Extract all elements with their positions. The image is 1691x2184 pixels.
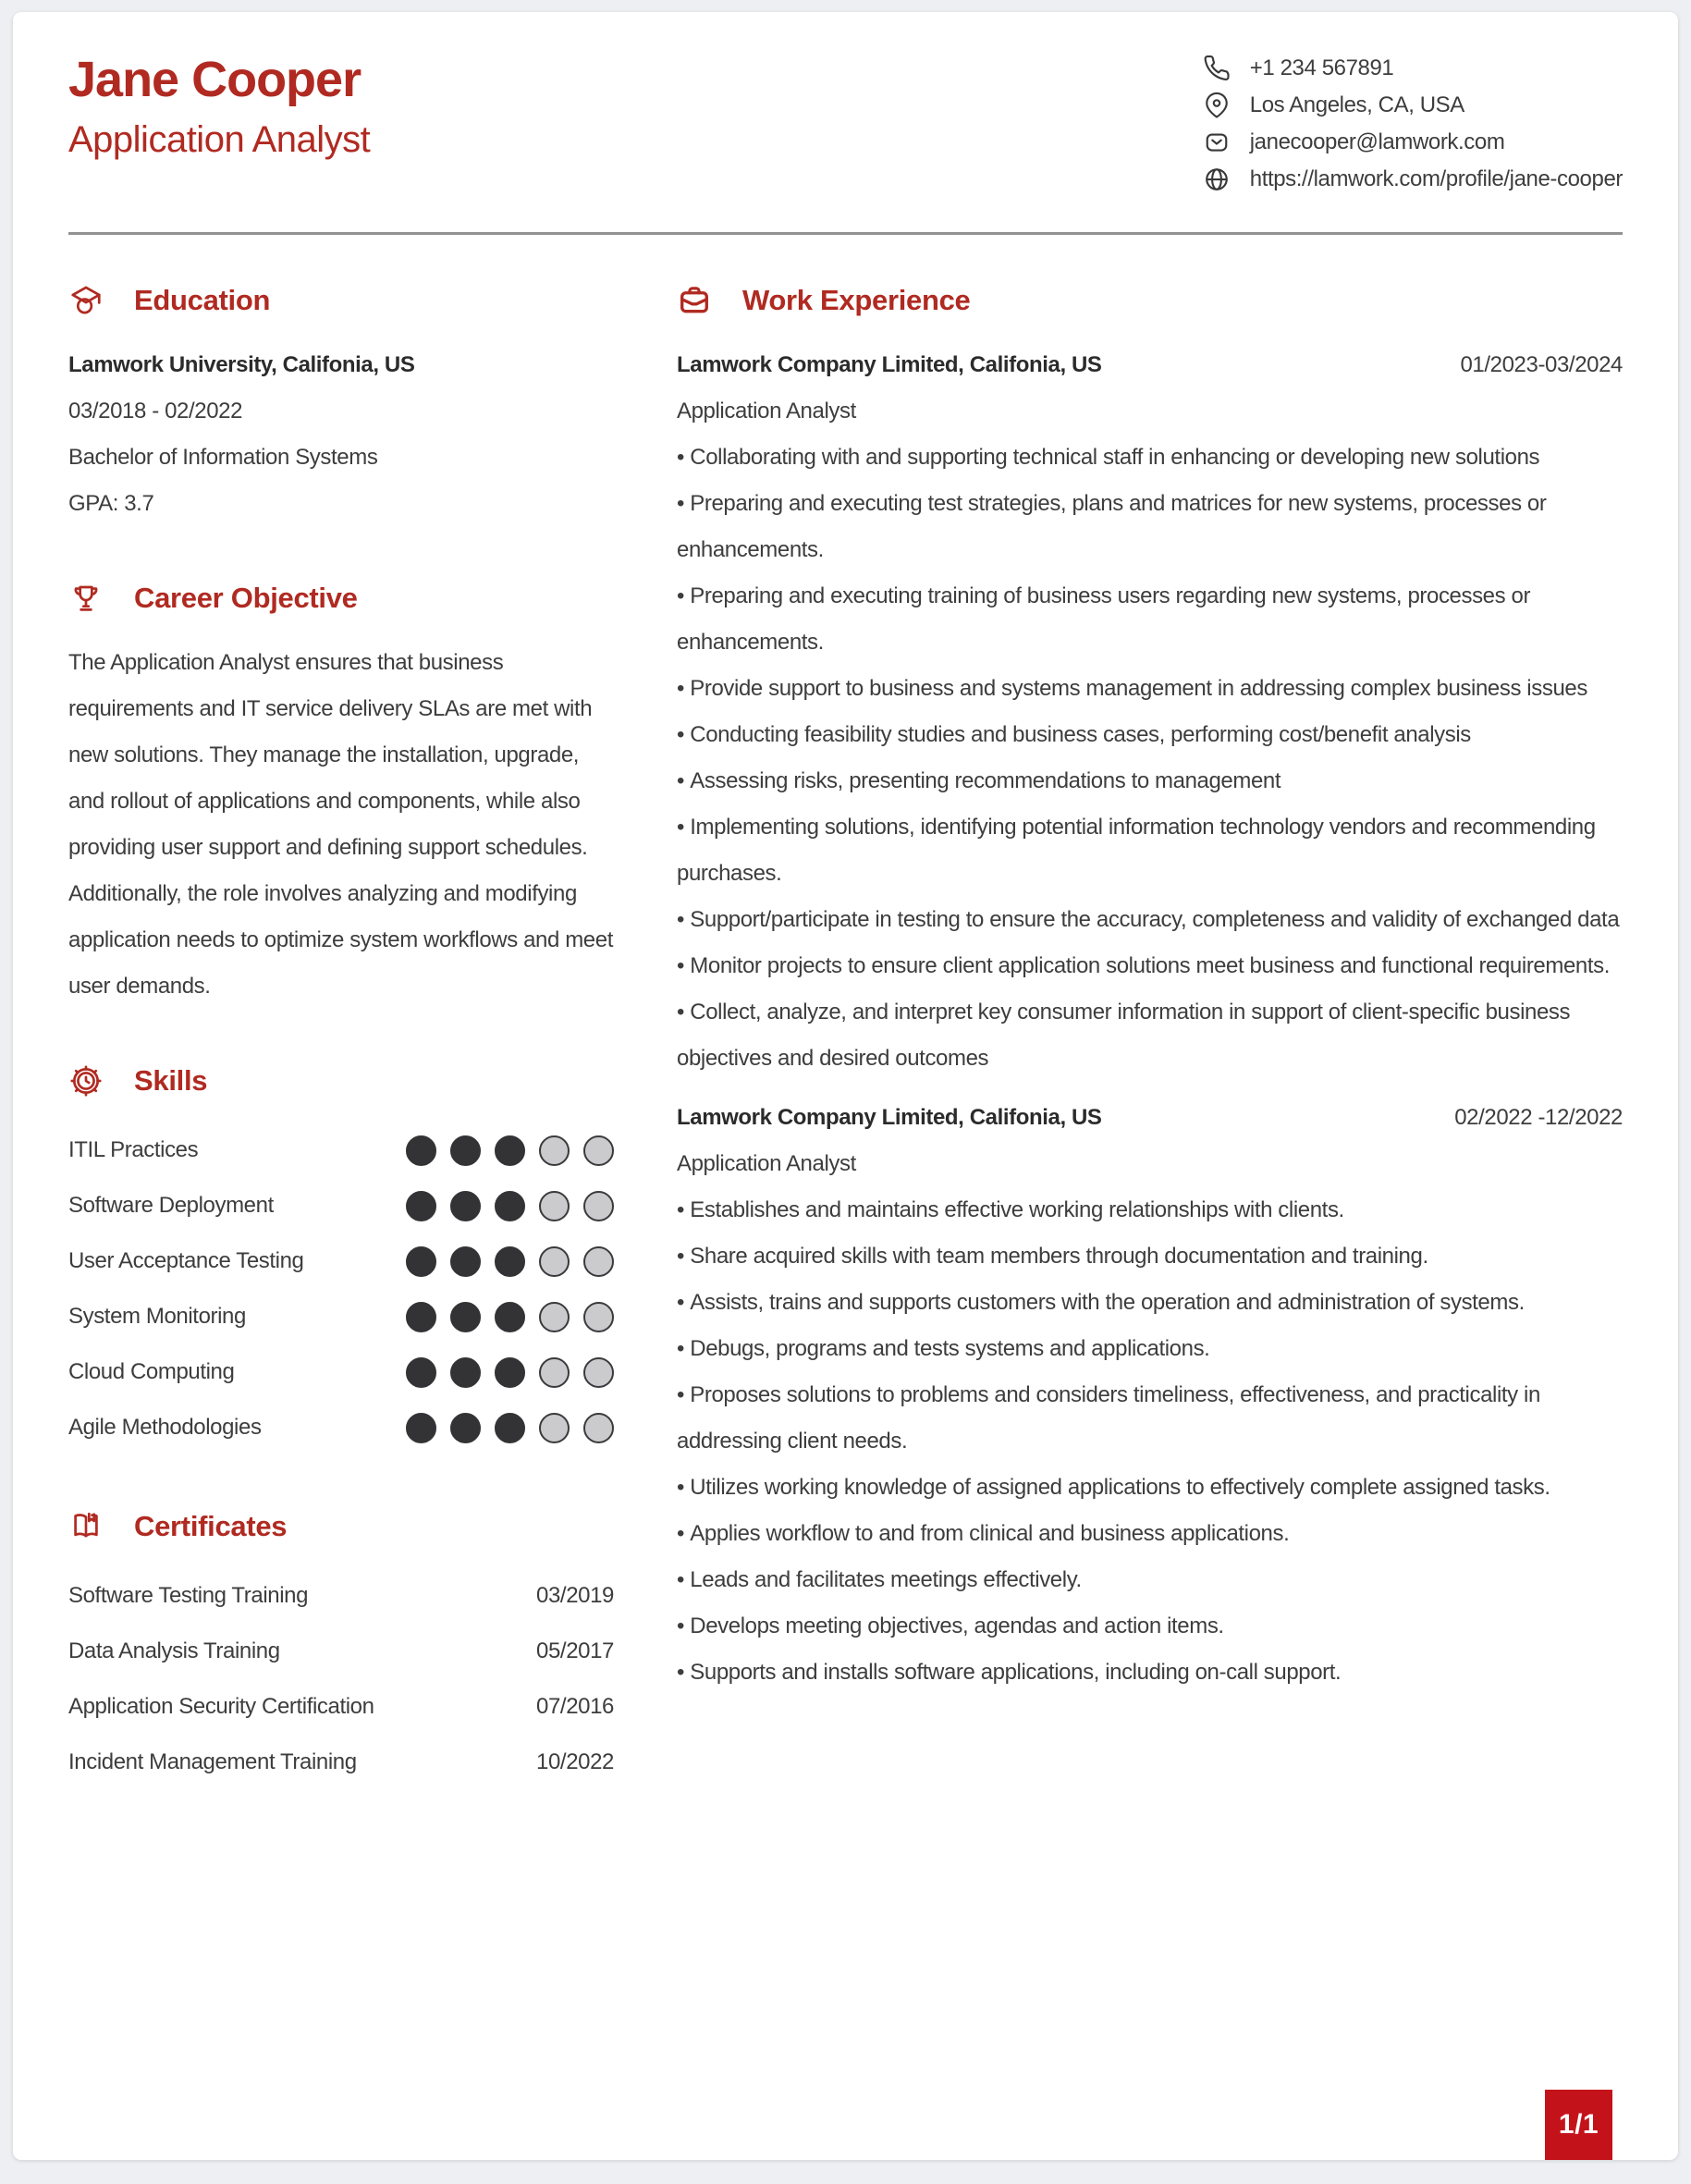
email-icon <box>1203 129 1231 156</box>
graduation-cap-icon <box>68 283 104 318</box>
skill-level-dots <box>406 1246 614 1277</box>
contact-info <box>1203 53 1623 193</box>
skill-row <box>68 1233 614 1289</box>
trophy-icon <box>68 581 104 616</box>
person-name: Jane Cooper <box>68 52 361 107</box>
skill-dot-filled <box>495 1357 525 1388</box>
certificate-row <box>68 1679 614 1735</box>
job-bullet: • Conducting feasibility studies and business cases, performing cost/benefit analysis <box>677 712 1623 758</box>
contact-phone: +1 234 567891 <box>1249 55 1394 80</box>
skills-section <box>68 1063 614 1455</box>
skill-dot-filled <box>406 1413 436 1443</box>
job-bullet: • Collect, analyze, and interpret key consumer information in support of client-specific business objectives and desired outcomes <box>677 989 1623 1082</box>
skill-dot-filled <box>495 1413 525 1443</box>
certificate-name: Incident Management Training <box>68 1749 357 1774</box>
certificate-date: 05/2017 <box>536 1638 614 1663</box>
job-company: Lamwork Company Limited, Califonia, US <box>677 1105 1102 1130</box>
identity-block <box>68 53 370 160</box>
skill-dot-empty <box>539 1135 570 1166</box>
skill-name: Cloud Computing <box>68 1359 235 1384</box>
job-bullet: • Provide support to business and systems management in addressing complex business issues <box>677 666 1623 712</box>
job-header <box>677 1095 1623 1141</box>
skill-dot-filled <box>450 1302 481 1332</box>
job-role: Application Analyst <box>677 1151 856 1176</box>
skill-dot-empty <box>539 1246 570 1277</box>
briefcase-icon <box>677 283 712 318</box>
skill-dot-filled <box>495 1135 525 1166</box>
certificates-section <box>68 1509 614 1790</box>
job-bullet: • Leads and facilitates meetings effectively. <box>677 1557 1623 1603</box>
skill-level-dots <box>406 1413 614 1443</box>
education-dates: 03/2018 - 02/2022 <box>68 399 243 423</box>
skill-dot-filled <box>495 1191 525 1221</box>
resume-page <box>13 12 1678 2160</box>
certificate-name: Data Analysis Training <box>68 1638 280 1663</box>
career-objective-header <box>68 581 614 616</box>
job-bullet: • Supports and installs software applications, including on-call support. <box>677 1650 1623 1696</box>
section-title-skills: Skills <box>134 1064 208 1097</box>
gear-clock-icon <box>68 1063 104 1098</box>
job-entry-2 <box>677 1095 1623 1696</box>
contact-row-location <box>1203 92 1623 119</box>
skill-dot-filled <box>450 1413 481 1443</box>
skill-level-dots <box>406 1191 614 1221</box>
skill-dot-filled <box>406 1191 436 1221</box>
skill-dot-filled <box>406 1246 436 1277</box>
skill-dot-empty <box>583 1135 614 1166</box>
certificate-date: 07/2016 <box>536 1694 614 1719</box>
open-book-icon <box>68 1509 104 1544</box>
career-objective-section <box>68 581 614 1010</box>
skill-row <box>68 1400 614 1455</box>
skill-dot-filled <box>450 1191 481 1221</box>
job-bullet: • Preparing and executing training of business users regarding new systems, processes or enhancements. <box>677 573 1623 666</box>
certificates-header <box>68 1509 614 1544</box>
certificate-row <box>68 1624 614 1679</box>
contact-location: Los Angeles, CA, USA <box>1249 92 1464 117</box>
section-title-certificates: Certificates <box>134 1510 288 1542</box>
job-bullet: • Proposes solutions to problems and considers timeliness, effectiveness, and practicality in addressing client needs. <box>677 1372 1623 1465</box>
education-header <box>68 283 614 318</box>
contact-email: janecooper@lamwork.com <box>1249 129 1505 154</box>
skill-dot-empty <box>539 1413 570 1443</box>
job-bullet: • Implementing solutions, identifying potential information technology vendors and recommending purchases. <box>677 804 1623 897</box>
work-experience-header <box>677 283 1623 318</box>
job-bullet: • Share acquired skills with team members through documentation and training. <box>677 1233 1623 1280</box>
certificate-date: 03/2019 <box>536 1583 614 1608</box>
job-dates: 01/2023-03/2024 <box>1460 352 1623 377</box>
skill-row <box>68 1123 614 1178</box>
skill-dot-empty <box>539 1191 570 1221</box>
contact-row-website <box>1203 166 1623 193</box>
skill-dot-filled <box>450 1246 481 1277</box>
contact-website: https://lamwork.com/profile/jane-cooper <box>1249 166 1623 191</box>
skill-dot-filled <box>406 1357 436 1388</box>
job-dates: 02/2022 -12/2022 <box>1454 1105 1623 1130</box>
skill-dot-empty <box>583 1246 614 1277</box>
skill-dot-filled <box>406 1302 436 1332</box>
skill-dot-empty <box>583 1357 614 1388</box>
skill-dot-filled <box>450 1135 481 1166</box>
job-company: Lamwork Company Limited, Califonia, US <box>677 352 1102 377</box>
certificate-row <box>68 1568 614 1624</box>
education-gpa: GPA: 3.7 <box>68 491 154 516</box>
skill-dot-filled <box>406 1135 436 1166</box>
certificate-name: Application Security Certification <box>68 1694 374 1719</box>
certificate-name: Software Testing Training <box>68 1583 309 1608</box>
work-experience-section <box>677 283 1623 1696</box>
job-bullet: • Collaborating with and supporting technical staff in enhancing or developing new solutions <box>677 435 1623 481</box>
skill-level-dots <box>406 1302 614 1332</box>
job-role: Application Analyst <box>677 399 856 423</box>
skill-name: System Monitoring <box>68 1304 246 1329</box>
job-bullet: • Assessing risks, presenting recommendations to management <box>677 758 1623 804</box>
job-bullet: • Debugs, programs and tests systems and applications. <box>677 1326 1623 1372</box>
skill-name: Software Deployment <box>68 1193 274 1218</box>
skill-row <box>68 1289 614 1344</box>
skill-row <box>68 1344 614 1400</box>
job-entry-1 <box>677 342 1623 1082</box>
phone-icon <box>1203 55 1231 82</box>
job-bullet: • Utilizes working knowledge of assigned applications to effectively complete assigned tasks. <box>677 1465 1623 1511</box>
job-header <box>677 342 1623 388</box>
section-title-education: Education <box>134 284 271 316</box>
skill-name: ITIL Practices <box>68 1137 199 1162</box>
globe-icon <box>1203 166 1231 193</box>
certificate-row <box>68 1735 614 1790</box>
skill-dot-empty <box>583 1413 614 1443</box>
education-school: Lamwork University, Califonia, US <box>68 352 415 377</box>
career-objective-text: The Application Analyst ensures that business requirements and IT service delivery SLAs are met with new solutions. They manage the installation, upgrade, and rollout of applications and components, while also providing user support and defining support schedules. Additionally, the role involves analyzing and modifying application needs to optimize system workflows and meet user demands. <box>68 650 613 999</box>
skill-row <box>68 1178 614 1233</box>
job-bullet: • Assists, trains and supports customers with the operation and administration of systems. <box>677 1280 1623 1326</box>
skill-name: Agile Methodologies <box>68 1415 262 1440</box>
skill-level-dots <box>406 1135 614 1166</box>
left-column <box>68 283 614 1844</box>
skill-dot-filled <box>495 1246 525 1277</box>
job-bullet: • Monitor projects to ensure client application solutions meet business and functional requirements. <box>677 943 1623 989</box>
person-job-title: Application Analyst <box>68 119 371 161</box>
skill-dot-filled <box>450 1357 481 1388</box>
job-bullet: • Support/participate in testing to ensure the accuracy, completeness and validity of exchanged data <box>677 897 1623 943</box>
contact-row-email <box>1203 129 1623 156</box>
location-icon <box>1203 92 1231 119</box>
job-bullet: • Develops meeting objectives, agendas and action items. <box>677 1603 1623 1650</box>
job-bullet: • Establishes and maintains effective working relationships with clients. <box>677 1187 1623 1233</box>
right-column <box>677 283 1623 1844</box>
education-degree: Bachelor of Information Systems <box>68 445 378 470</box>
education-section <box>68 283 614 527</box>
section-title-work-experience: Work Experience <box>742 284 971 316</box>
page-number-badge: 1/1 <box>1545 2090 1612 2160</box>
section-title-career-objective: Career Objective <box>134 582 358 614</box>
skill-dot-empty <box>539 1302 570 1332</box>
skills-header <box>68 1063 614 1098</box>
job-bullet: • Preparing and executing test strategies, plans and matrices for new systems, processes or enhancements. <box>677 481 1623 573</box>
skill-dot-filled <box>495 1302 525 1332</box>
job-bullet: • Applies workflow to and from clinical and business applications. <box>677 1511 1623 1557</box>
certificate-date: 10/2022 <box>536 1749 614 1774</box>
skill-dot-empty <box>583 1302 614 1332</box>
skill-dot-empty <box>583 1191 614 1221</box>
skill-dot-empty <box>539 1357 570 1388</box>
skill-level-dots <box>406 1357 614 1388</box>
contact-row-phone <box>1203 55 1623 82</box>
resume-body <box>68 235 1623 1844</box>
resume-header <box>68 53 1623 235</box>
skill-name: User Acceptance Testing <box>68 1248 304 1273</box>
